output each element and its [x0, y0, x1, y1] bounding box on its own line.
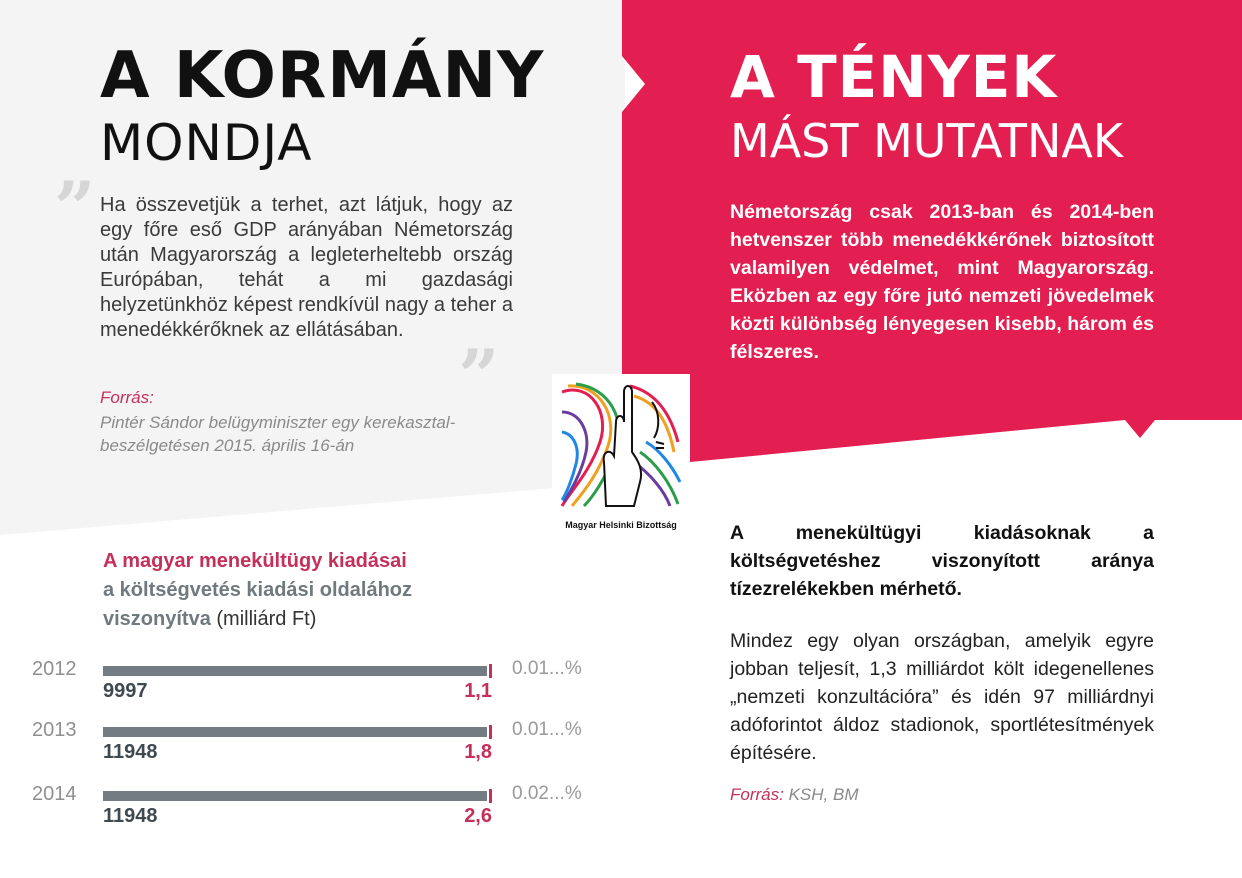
- budget-bar: [103, 727, 487, 737]
- data-source: [730, 785, 858, 805]
- raised-fingers-logo-icon: [560, 382, 682, 508]
- chart-title-line1: A magyar menekültügy kiadásai: [103, 550, 407, 572]
- quote-source-label: Forrás:: [100, 388, 154, 407]
- refugee-spending-bar: [489, 725, 492, 739]
- right-title-sub: MÁST MUTATNAK: [730, 114, 1123, 168]
- chart-row-2014: [0, 783, 620, 843]
- chart-unit: (milliárd Ft): [216, 608, 317, 630]
- open-quote-icon: ”: [54, 165, 96, 250]
- percent-label: 0.01...%: [512, 658, 582, 679]
- percent-label: 0.02...%: [512, 783, 582, 804]
- logo-caption: Magyar Helsinki Bizottság: [565, 520, 677, 530]
- budget-total-label: 9997: [103, 680, 148, 702]
- government-quote: Ha összevetjük a terhet, azt látjuk, hogy az egy főre eső GDP arányában Németország után Magyarország a legleterheltebb ország Európában, tehát a mi gazdasági helyzetünkhöz képest rendkívül nagy a teher a menedékkérőknek az ellátásában.: [100, 194, 513, 341]
- conclusion-bold-paragraph: A menekültügyi kiadásoknak a költségvetéshez viszonyított aránya tízezrelékekben mérhető.: [730, 522, 1154, 600]
- refugee-spending-label: 1,8: [464, 741, 492, 763]
- chart-row-2012: [0, 658, 620, 718]
- budget-total-label: 11948: [103, 741, 158, 763]
- data-source-text: KSH, BM: [788, 785, 859, 804]
- refugee-spending-label: 1,1: [464, 680, 492, 702]
- left-title-main: A KORMÁNY: [100, 39, 545, 113]
- chart-title-line3: viszonyítva: [103, 608, 211, 630]
- helsinki-committee-logo: [552, 374, 690, 542]
- right-heading: [730, 43, 1123, 168]
- left-heading: [100, 39, 545, 172]
- conclusion-paragraph: Mindez egy olyan országban, amelyik egyre jobban teljesít, 1,3 milliárdot költ idegenellenes „nemzeti konzultációra” és idén 97 milliárdnyi adóforintot áldoz stadionok, sportlétesítmények építésére.: [730, 630, 1154, 764]
- year-label: 2014: [32, 783, 77, 805]
- year-label: 2013: [32, 719, 77, 741]
- refugee-spending-bar: [489, 789, 492, 803]
- quote-source-text: Pintér Sándor belügyminiszter egy kerekasztal-beszélgetésen 2015. április 16-án: [100, 413, 456, 455]
- chart-title-line2: a költségvetés kiadási oldalához: [103, 579, 413, 601]
- data-source-label: Forrás:: [730, 785, 784, 804]
- budget-bar: [103, 791, 487, 801]
- budget-total-label: 11948: [103, 805, 158, 827]
- chart-row-2013: [0, 719, 620, 779]
- facts-paragraph: Németország csak 2013-ban és 2014-ben hetvenszer több menedékkérőnek biztosított valamilyen védelmet, mint Magyarország. Eközben az egy főre jutó nemzeti jövedelmek közti különbség lényegesen kisebb, három és félszeres.: [730, 201, 1154, 363]
- left-title-sub: MONDJA: [100, 114, 313, 172]
- right-title-main: A TÉNYEK: [730, 43, 1058, 111]
- close-quote-icon: ”: [458, 333, 500, 418]
- percent-label: 0.01...%: [512, 719, 582, 740]
- chart-title: [103, 547, 523, 634]
- refugee-spending-bar: [489, 664, 492, 678]
- refugee-spending-label: 2,6: [464, 805, 492, 827]
- budget-bar: [103, 666, 487, 676]
- year-label: 2012: [32, 658, 77, 680]
